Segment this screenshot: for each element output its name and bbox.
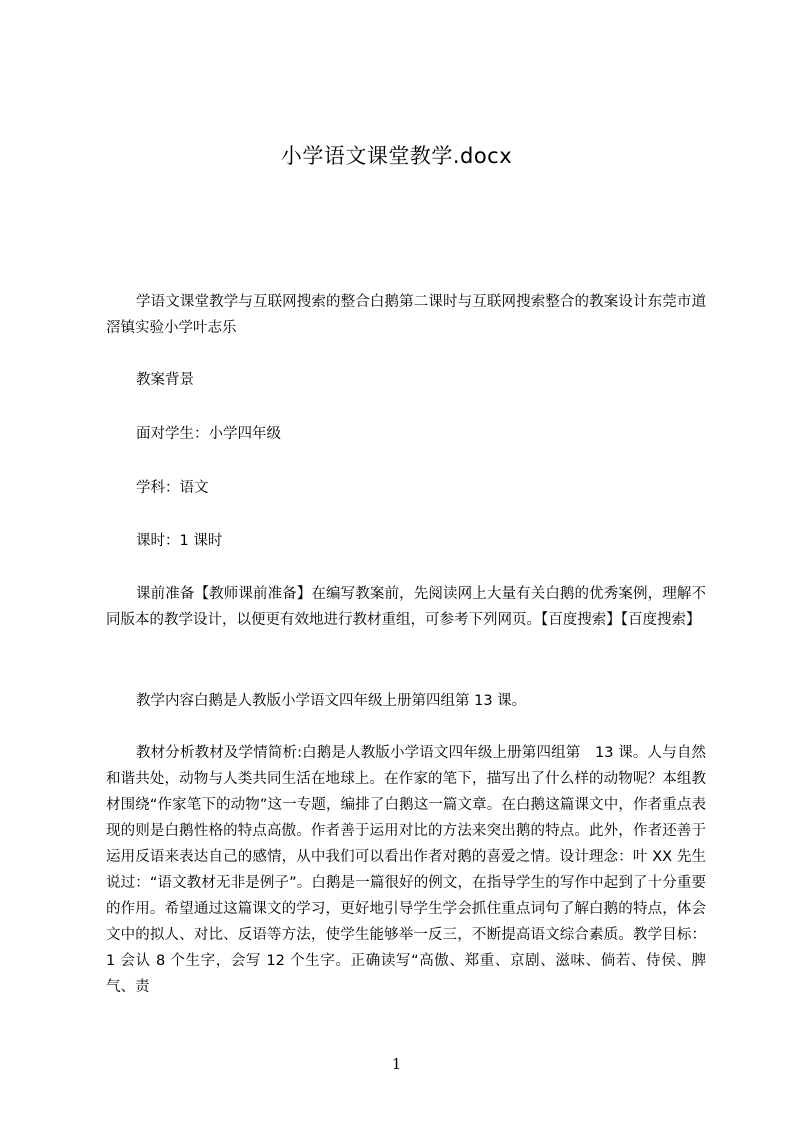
page-number: 1	[391, 1055, 402, 1073]
students-line: 面对学生：小学四年级	[136, 426, 281, 442]
hours-line: 课时：1 课时	[136, 533, 223, 549]
background-heading: 教案背景	[136, 372, 194, 388]
subject-line: 学科：语文	[136, 480, 209, 496]
material-analysis-paragraph: 教材分析教材及学情简析:白鹅是人教版小学语文四年级上册第四组第 13 课。人与自然和谐共处，动物与人类共同生活在地球上。在作家的笔下，描写出了什么样的动物呢？本组教材围绕“作家笔下的动物”这一专题，编排了白鹅这一篇文章。在白鹅这篇课文中，作者重点表现的则是白鹅性格的特点高傲。作者善于运用对比的方法来突出鹅的特点。此外，作者还善于运用反语来表达自己的感情，从中我们可以看出作者对鹅的喜爱之情。设计理念：叶 XX 先生说过：“语文教材无非是例子”。白鹅是一篇很好的例文，在指导学生的写作中起到了十分重要的作用。希望通过这篇课文的学习，更好地引导学生学会抓住重点词句了解白鹅的特点，体会文中的拟人、对比、反语等方法，使学生能够举一反三，不断提高语文综合素质。教学目标：1 会认 8 个生字，会写 12 个生字。正确读写“高傲、郑重、京剧、滋味、倘若、侍侯、脾气、责	[106, 745, 706, 995]
document-title: 小学语文课堂教学.docx	[280, 144, 513, 168]
preparation-paragraph: 课前准备【教师课前准备】在编写教案前，先阅读网上大量有关白鹅的优秀案例，理解不同版本的教学设计，以便更有效地进行教材重组，可参考下列网页。【百度搜索】【百度搜索】	[106, 586, 706, 628]
teaching-content-paragraph: 教学内容白鹅是人教版小学语文四年级上册第四组第 13 课。	[136, 693, 527, 709]
intro-paragraph: 学语文课堂教学与互联网搜索的整合白鹅第二课时与互联网搜索整合的教案设计东莞市道滘镇实验小学叶志乐	[106, 294, 706, 336]
